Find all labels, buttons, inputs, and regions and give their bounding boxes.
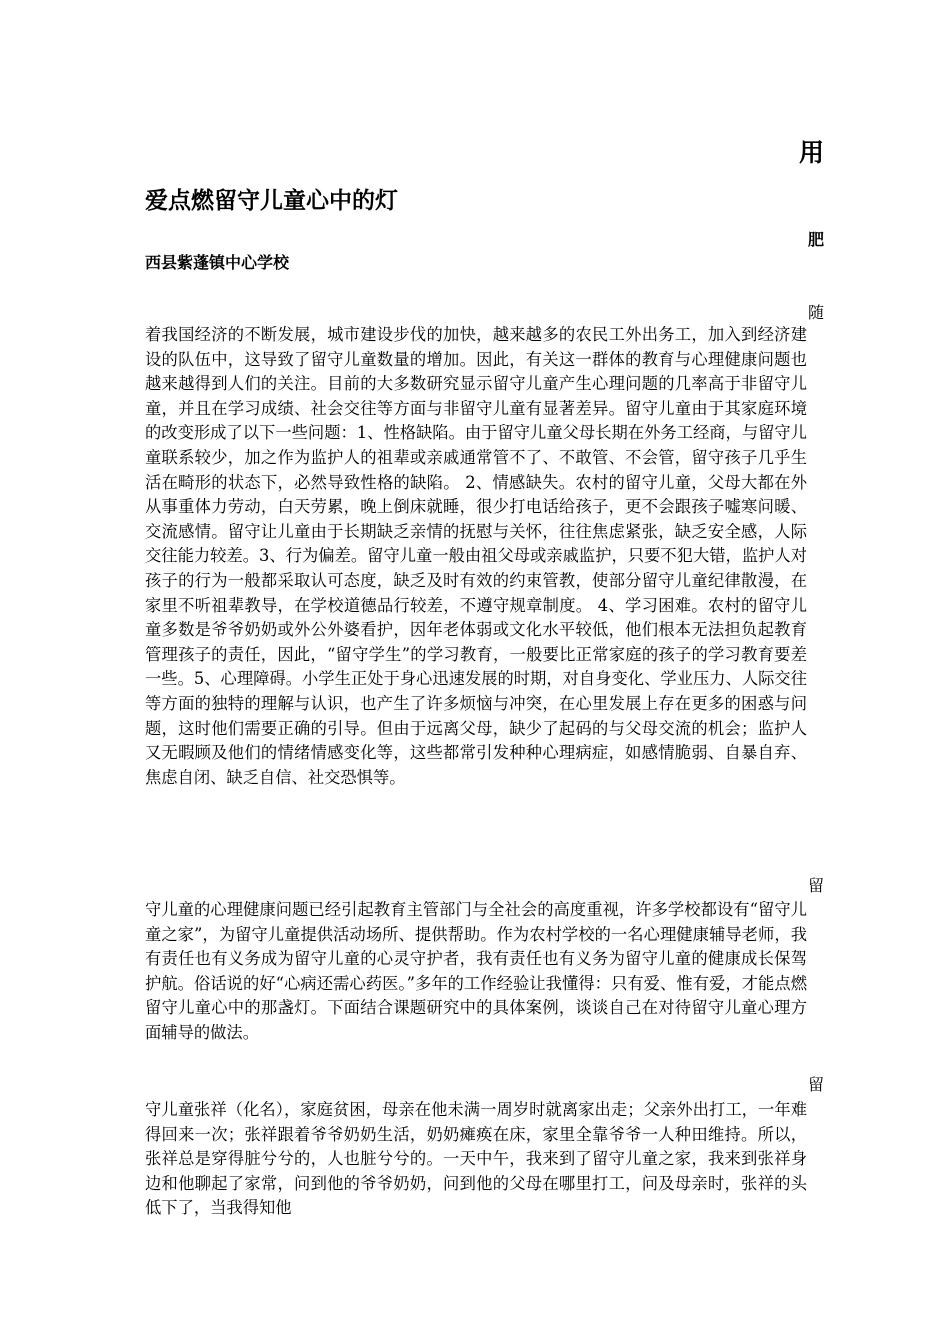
margin-char-yong: 用 — [798, 138, 824, 167]
margin-char-sui: 随 — [807, 303, 824, 322]
margin-char-liu-2: 留 — [807, 1075, 824, 1094]
author-line: 西县紫蓬镇中心学校 — [145, 253, 290, 272]
document-title: 爱点燃留守儿童心中的灯 — [145, 188, 398, 214]
margin-char-liu-1: 留 — [807, 876, 824, 895]
body-paragraph-3: 守儿童张祥（化名），家庭贫困，母亲在他未满一周岁时就离家出走；父亲外出打工，一年难得回来一次；张祥跟着爷爷奶奶生活，奶奶瘫痪在床，家里全靠爷爷一人种田维持。所以，张祥总是穿得脏兮兮的，人也脏兮兮的。一天中午，我来到了留守儿童之家，我来到张祥身边和他聊起了家常，问到他的爷爷奶奶，问到他的父母在哪里打工，问及母亲时，张祥的头低下了，当我得知他 — [145, 1100, 807, 1218]
margin-char-fei: 肥 — [807, 230, 824, 249]
body-paragraph-1: 着我国经济的不断发展，城市建设步伐的加快，越来越多的农民工外出务工，加入到经济建设的队伍中，这导致了留守儿童数量的增加。因此，有关这一群体的教育与心理健康问题也越来越得到人们的关注。目前的大多数研究显示留守儿童产生心理问题的几率高于非留守儿童，并且在学习成绩、社会交往等方面与非留守儿童有显著差异。留守儿童由于其家庭环境的改变形成了以下一些问题：1、性格缺陷。由于留守儿童父母长期在外务工经商，与留守儿童联系较少，加之作为监护人的祖辈或亲戚通常管不了、不敢管、不会管，留守孩子几乎生活在畸形的状态下，必然导致性格的缺陷。 2、情感缺失。农村的留守儿童，父母大都在外从事重体力劳动，白天劳累，晚上倒床就睡，很少打电话给孩子，更不会跟孩子嘘寒问暖、交流感情。留守让儿童由于长期缺乏亲情的抚慰与关怀，往往焦虑紧张，缺乏安全感，人际交往能力较差。3、行为偏差。留守儿童一般由祖父母或亲戚监护，只要不犯大错，监护人对孩子的行为一般都采取认可态度，缺乏及时有效的约束管教，使部分留守儿童纪律散漫，在家里不听祖辈教导，在学校道德品行较差，不遵守规章制度。 4、学习困难。农村的留守儿童多数是爷爷奶奶或外公外婆看护，因年老体弱或文化水平较低，他们根本无法担负起教育管理孩子的责任，因此，“留守学生”的学习教育，一般要比正常家庭的孩子的学习教育要差一些。5、心理障碍。小学生正处于身心迅速发展的时期，对自身变化、学业压力、人际交往等方面的独特的理解与认识，也产生了许多烦恼与冲突，在心里发展上存在更多的困惑与问题，这时他们需要正确的引导。但由于远离父母，缺少了起码的与父母交流的机会；监护人又无暇顾及他们的情绪情感变化等，这些都常引发种种心理病症，如感情脆弱、自暴自弃、焦虑自闭、缺乏自信、社交恐惧等。 — [145, 325, 807, 787]
body-paragraph-2: 守儿童的心理健康问题已经引起教育主管部门与全社会的高度重视，许多学校都设有“留守儿童之家”，为留守儿童提供活动场所、提供帮助。作为农村学校的一名心理健康辅导老师，我有责任也有义务成为留守儿童的心灵守护者，我有责任也有义务为留守儿童的健康成长保驾护航。俗话说的好“心病还需心药医。”多年的工作经验让我懂得：只有爱、惟有爱，才能点燃留守儿童心中的那盏灯。下面结合课题研究中的具体案例，谈谈自己在对待留守儿童心理方面辅导的做法。 — [145, 900, 807, 1042]
